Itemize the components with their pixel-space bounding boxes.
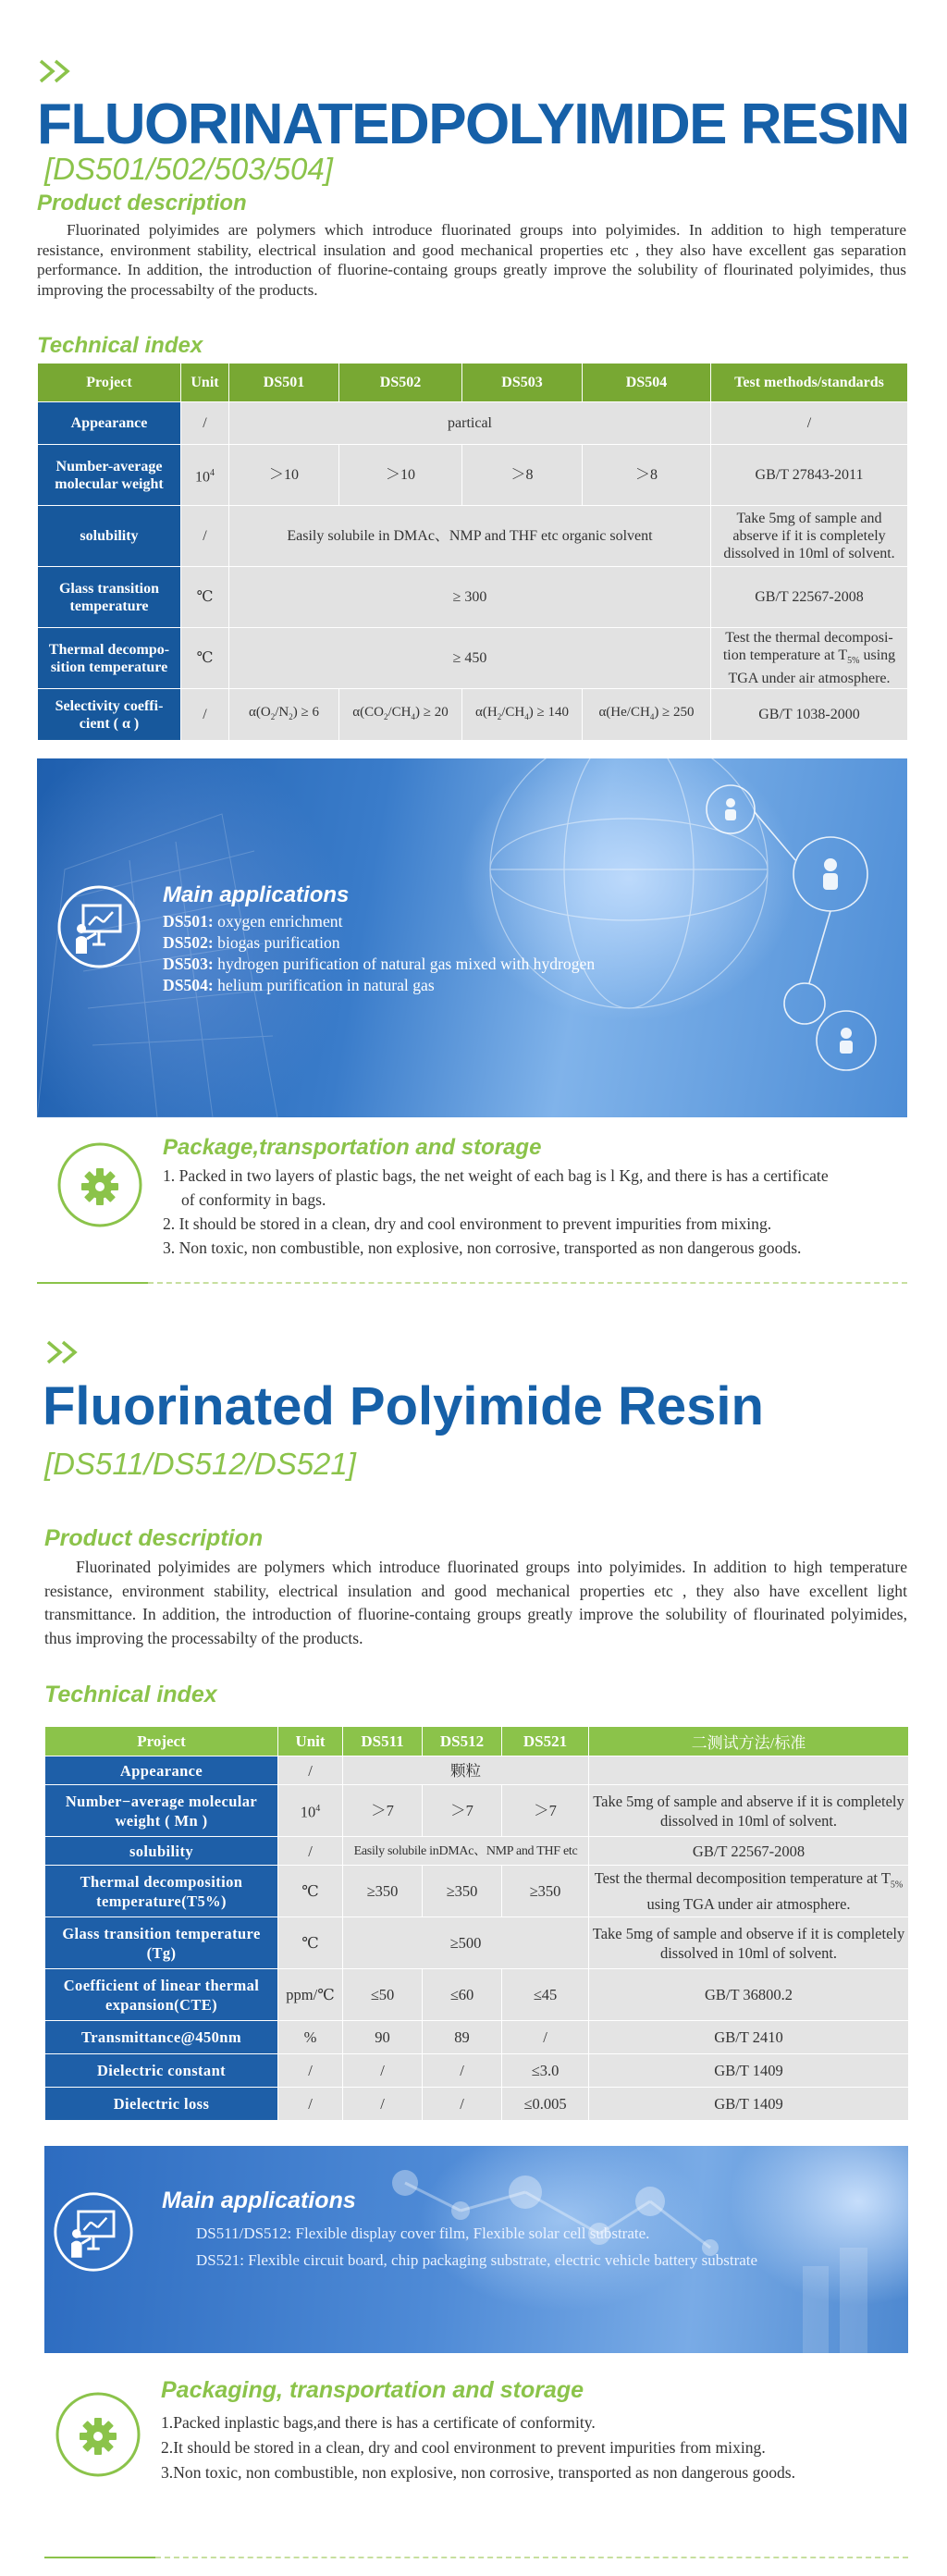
header-ds512: DS512 [423,1727,502,1756]
list-item: DS504: helium purification in natural gas [163,976,435,994]
header-unit: Unit [181,364,229,402]
product-description-text: Fluorinated polyimides are polymers which introduce fluorinated groups into polyimides. In addition to high temperature resistance, environment stability, electrical insulation and good mechanical properties etc , they also have excellent gas separation performance. In addition, the introduction of fluorine-containg groups greatly improve the solubility of flourinated polyimides, thus improving the processabilty of the products. [37,221,906,299]
header-ds502: DS502 [339,364,462,402]
main-applications-banner [37,758,907,1117]
list-item: 3. Non toxic, non combustible, non explosive, non corrosive, transported as non dangerous goods. [163,1239,802,1257]
main-applications-title: Main applications [162,2188,356,2213]
model-numbers: [DS511/DS512/DS521] [44,1447,356,1481]
technical-index-heading: Technical index [37,333,203,358]
table-row: Number−average molecular weight ( Mn ) $10^4$ ＞7 ＞7 ＞7 Take 5mg of sample and abserve if it is completely dissolved in 10ml of solvent. [45,1785,909,1837]
page-title: FLUORINATEDPOLYIMIDE RESIN [37,92,909,156]
header-test-methods: Test methods/standards [711,364,908,402]
list-item: DS502: biogas purification [163,933,340,952]
list-item: DS511/DS512: Flexible display cover film, Flexible solar cell substrate. [196,2225,650,2242]
table-row: Dielectric constant / / / ≤3.0 GB/T 1409 [45,2054,909,2088]
table-row: Glass transition temperature (Tg) ℃ ≥500 Take 5mg of sample and observe if it is completely dissolved in 10ml of solvent. [45,1917,909,1969]
header-unit: Unit [278,1727,343,1756]
package-list [161,2410,795,2485]
list-item: 2. It should be stored in a clean, dry and cool environment to prevent impurities from mixing. [163,1214,772,1233]
table-row: Thermal decomposition temperature(T5%) ℃ ≥350 ≥350 ≥350 Test the thermal decomposition temperature at $T_{5\%}$ using TGA under air atmosphere. [45,1866,909,1917]
presentation-icon [55,883,142,970]
list-item: 2.It should be stored in a clean, dry and cool environment to prevent impurities from mixing. [161,2438,766,2457]
product-description-text: Fluorinated polyimides are polymers which introduce fluorinated groups into polyimides. In addition to high temperature resistance, environment stability, electrical insulation and good mechanical properties etc , they also have excellent light transmittance. In addition, the introduction of fluorine-containg groups greatly improve the solubility of flourinated polyimides, thus improving the processabilty of the products. [44,1558,907,1647]
model-numbers: [DS501/502/503/504] [44,152,333,186]
header-test-methods: 二测试方法/标准 [589,1727,909,1756]
double-chevron-icon [44,1338,87,1366]
main-applications-banner [44,2146,908,2353]
page-title: Fluorinated Polyimide Resin [43,1376,764,1436]
package-list [163,1164,829,1260]
table-row: Appearance / 颗粒 [45,1756,909,1785]
applications-list [196,2220,757,2274]
list-item: DS501: oxygen enrichment [163,912,343,931]
product-description-heading: Product description [44,1525,264,1551]
double-chevron-icon [37,57,80,85]
table-header-row [45,1727,909,1756]
header-ds511: DS511 [343,1727,423,1756]
list-item: 3.Non toxic, non combustible, non explosive, non corrosive, transported as non dangerous goods. [161,2463,796,2482]
table-header-row [38,364,908,402]
gear-icon [55,1140,144,1229]
technical-index-heading: Technical index [44,1682,217,1707]
table-row: Glass transition temperature ℃ ≥ 300 GB/T 22567-2008 [38,567,908,628]
package-heading: Packaging, transportation and storage [161,2377,584,2403]
technical-index-table [37,363,908,741]
section-divider [37,1282,148,1284]
table-row: Appearance / partical / [38,402,908,445]
table-row: solubility / Easily solubile inDMAc、NMP and THF etc GB/T 22567-2008 [45,1837,909,1866]
header-project: Project [38,364,181,402]
table-row: Selectivity coeffi-cient ( α ) / $\alpha(O_2/N_2) \ge 6$ $\alpha(CO_2/CH_4) \ge 20$ $\alpha(H_2/CH_4) \ge 140$ $\alpha(He/CH_4) \ge 250$ GB/T 1038-2000 [38,689,908,741]
section-divider-dashed [148,1282,907,1284]
table-row: solubility / Easily solubile in DMAc、NMP and THF etc organic solvent Take 5mg of sample and abserve if it is completely dissolved in 10ml of solvent. [38,506,908,567]
technical-index-table [44,1726,909,2121]
header-ds521: DS521 [502,1727,589,1756]
product-description-heading: Product description [37,191,247,216]
section-divider-dashed [155,2557,908,2558]
list-item: DS521: Flexible circuit board, chip packaging substrate, electric vehicle battery substrate [196,2251,758,2269]
list-item: 1.Packed inplastic bags,and there is has a certificate of conformity. [161,2413,596,2432]
header-ds503: DS503 [462,364,583,402]
table-row: Number-average molecular weight $10^4$ ＞10 ＞10 ＞8 ＞8 GB/T 27843-2011 [38,445,908,506]
presentation-icon [52,2190,135,2274]
table-row: Thermal decompo-sition temperature ℃ ≥ 450 Test the thermal decomposi-tion temperature at $T_{5\%}$ using TGA under air atmosphere. [38,628,908,689]
list-item: 1. Packed in two layers of plastic bags, the net weight of each bag is l Kg, and there is has a certificate [163,1166,829,1185]
table-row: Coefficient of linear thermal expansion(CTE) ppm/℃ ≤50 ≤60 ≤45 GB/T 36800.2 [45,1969,909,2021]
section-divider [44,2557,155,2558]
package-heading: Package,transportation and storage [163,1135,542,1160]
main-applications-title: Main applications [163,882,350,907]
list-item: DS503: hydrogen purification of natural gas mixed with hydrogen [163,955,596,973]
table-row: Dielectric loss / / / ≤0.005 GB/T 1409 [45,2088,909,2121]
applications-list [163,911,595,996]
list-item: of conformity in bags. [181,1190,326,1209]
table-row: Transmittance@450nm % 90 89 / GB/T 2410 [45,2021,909,2054]
header-project: Project [45,1727,278,1756]
header-ds501: DS501 [229,364,339,402]
header-ds504: DS504 [583,364,711,402]
gear-icon [54,2390,142,2479]
